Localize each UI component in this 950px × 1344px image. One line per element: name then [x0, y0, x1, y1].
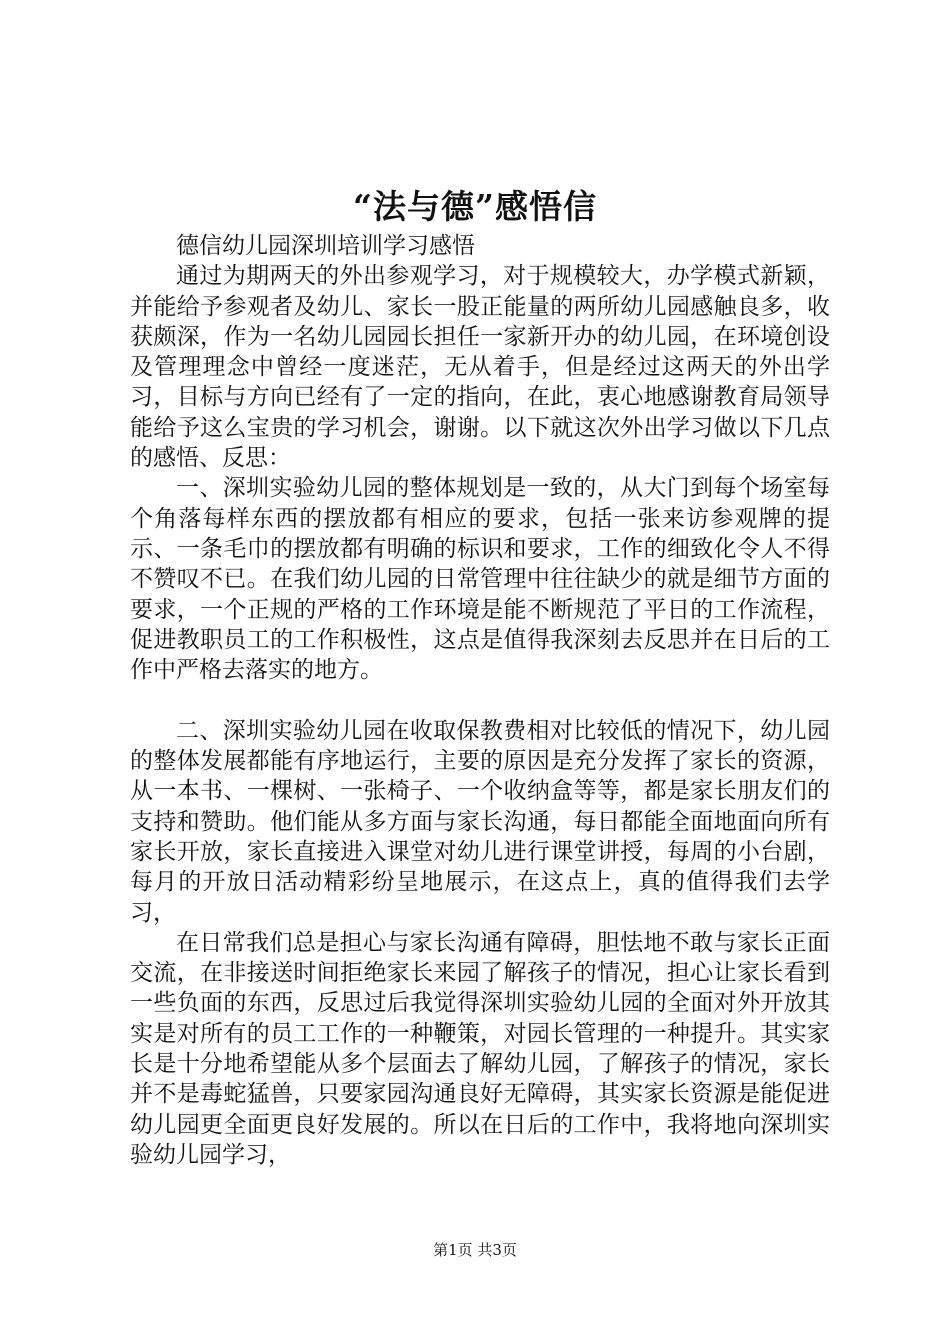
intro-paragraph: 通过为期两天的外出参观学习，对于规模较大，办学模式新颖，并能给予参观者及幼儿、家长一股正能量的两所幼儿园感触良多，收获颇深，作为一名幼儿园园长担任一家新开办的幼儿园，在环境创设及管理理念中曾经一度迷茫，无从着手，但是经过这两天的外出学习，目标与方向已经有了一定的指向，在此，衷心地感谢教育局领导能给予这么宝贵的学习机会，谢谢。以下就这次外出学习做以下几点的感悟、反思：: [130, 263, 830, 472]
subtitle-paragraph: 德信幼儿园深圳培训学习感悟: [176, 233, 475, 259]
reflection-paragraph: 在日常我们总是担心与家长沟通有障碍，胆怯地不敢与家长正面交流，在非接送时间拒绝家长来园了解孩子的情况，担心让家长看到一些负面的东西，反思过后我觉得深圳实验幼儿园的全面对外开放其实是对所有的员工工作的一种鞭策，对园长管理的一种提升。其实家长是十分地希望能从多个层面去了解幼儿园，了解孩子的情况，家长并不是毒蛇猛兽，只要家园沟通良好无障碍，其实家长资源是能促进幼儿园更全面更良好发展的。所以在日后的工作中，我将地向深圳实验幼儿园学习，: [130, 929, 830, 1168]
document-body: [130, 231, 830, 1170]
document-title: “法与德”感悟信: [353, 187, 597, 226]
point-two-paragraph: 二、深圳实验幼儿园在收取保教费相对比较低的情况下，幼儿园的整体发展都能有序地运行，主要的原因是充分发挥了家长的资源，从一本书、一棵树、一张椅子、一个收纳盒等等，都是家长朋友们的支持和赞助。他们能从多方面与家长沟通，每日都能全面地面向所有家长开放，家长直接进入课堂对幼儿进行课堂讲授，每周的小台剧，每月的开放日活动精彩纷呈地展示，在这点上，真的值得我们去学习，: [130, 717, 830, 926]
page-number: 第1页 共3页: [433, 1241, 517, 1259]
point-one-paragraph: 一、深圳实验幼儿园的整体规划是一致的，从大门到每个场室每个角落每样东西的摆放都有相应的要求，包括一张来访参观牌的提示、一条毛巾的摆放都有明确的标识和要求，工作的细致化令人不得不赞叹不已。在我们幼儿园的日常管理中往往缺少的就是细节方面的要求，一个正规的严格的工作环境是能不断规范了平日的工作流程，促进教职员工的工作积极性，这点是值得我深刻去反思并在日后的工作中严格去落实的地方。: [130, 475, 830, 684]
